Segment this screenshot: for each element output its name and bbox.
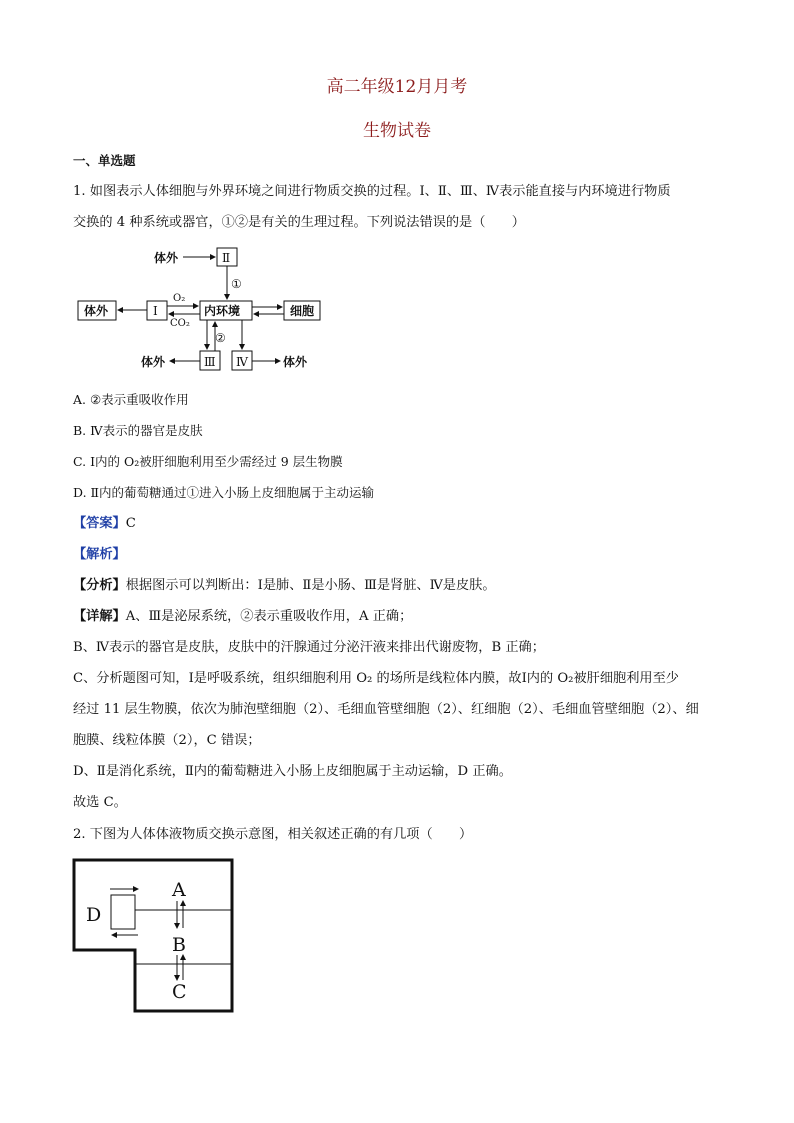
- label-c: C: [172, 981, 187, 1003]
- label-I: Ⅰ: [153, 304, 158, 318]
- analysis-text: 根据图示可以判断出：Ⅰ是肺、Ⅱ是小肠、Ⅲ是肾脏、Ⅳ是皮肤。: [125, 578, 496, 593]
- label-cell: 细胞: [290, 304, 315, 318]
- q2-stem: 2. 下图为人体体液物质交换示意图，相关叙述正确的有几项（ ）: [73, 827, 473, 842]
- outer-frame: [74, 860, 232, 1011]
- page-subtitle: 生物试卷: [363, 121, 431, 141]
- q1-option-b: B. Ⅳ表示的器官是皮肤: [73, 423, 203, 438]
- q1-option-d: D. Ⅱ内的葡萄糖通过①进入小肠上皮细胞属于主动运输: [73, 485, 375, 500]
- detail-c-line1: C、分析题图可知，Ⅰ是呼吸系统，组织细胞利用 O₂ 的场所是线粒体内膜，故Ⅰ内的 O₂被肝细胞利用至少: [73, 671, 679, 686]
- label-IV: Ⅳ: [236, 355, 248, 369]
- label-III: Ⅲ: [204, 355, 216, 369]
- answer-value: C: [125, 516, 136, 531]
- q2-diagram: [72, 858, 236, 1014]
- analysis-line: [73, 577, 496, 595]
- detail-tag: 【详解】: [73, 609, 126, 624]
- analysis-tag: 【分析】: [73, 578, 126, 593]
- label-inner-env: 内环境: [204, 304, 241, 318]
- q1-diagram: [70, 240, 340, 380]
- detail-d: D、Ⅱ是消化系统，Ⅱ内的葡萄糖进入小肠上皮细胞属于主动运输，D 正确。: [73, 764, 512, 779]
- label-outside-bottom-right: 体外: [283, 355, 308, 369]
- q1-option-a: A. ②表示重吸收作用: [73, 392, 189, 407]
- label-circ2: ②: [215, 331, 226, 345]
- label-outside-bottom-left: 体外: [141, 355, 166, 369]
- label-outside-left: 体外: [84, 304, 109, 318]
- label-b: B: [172, 934, 186, 956]
- d-cell-box: [111, 895, 135, 929]
- label-o2: O₂: [173, 293, 186, 304]
- detail-b: B、Ⅳ表示的器官是皮肤，皮肤中的汗腺通过分泌汗液来排出代谢废物，B 正确；: [73, 640, 545, 655]
- q1-option-c: C. Ⅰ内的 O₂被肝细胞利用至少需经过 9 层生物膜: [73, 454, 343, 469]
- label-II: Ⅱ: [222, 251, 231, 265]
- detail-a-line: [73, 608, 412, 626]
- detail-a: A、Ⅲ是泌尿系统，②表示重吸收作用，A 正确；: [125, 609, 413, 624]
- q1-stem-line1: 1. 如图表示人体细胞与外界环境之间进行物质交换的过程。Ⅰ、Ⅱ、Ⅲ、Ⅳ表示能直接与内环境进行物质: [73, 184, 671, 199]
- label-circ1: ①: [231, 277, 242, 291]
- page-title: 高二年级12月月考: [326, 77, 468, 97]
- answer-label: 【答案】: [73, 516, 126, 531]
- detail-c-line3: 胞膜、线粒体膜（2），C 错误；: [73, 733, 261, 748]
- label-outside-top: 体外: [154, 251, 179, 265]
- q1-stem-line2: 交换的 4 种系统或器官，①②是有关的生理过程。下列说法错误的是（ ）: [73, 215, 525, 230]
- label-co2: CO₂: [170, 318, 190, 329]
- label-a: A: [172, 879, 186, 901]
- analysis-label: 【解析】: [73, 547, 126, 562]
- conclusion: 故选 C。: [73, 795, 127, 810]
- detail-c-line2: 经过 11 层生物膜，依次为肺泡壁细胞（2）、毛细血管壁细胞（2）、红细胞（2）、毛细血管壁细胞（2）、细: [73, 702, 699, 717]
- label-d: D: [86, 904, 102, 926]
- answer-line: [73, 515, 136, 533]
- section-heading: 一、单选题: [73, 153, 136, 168]
